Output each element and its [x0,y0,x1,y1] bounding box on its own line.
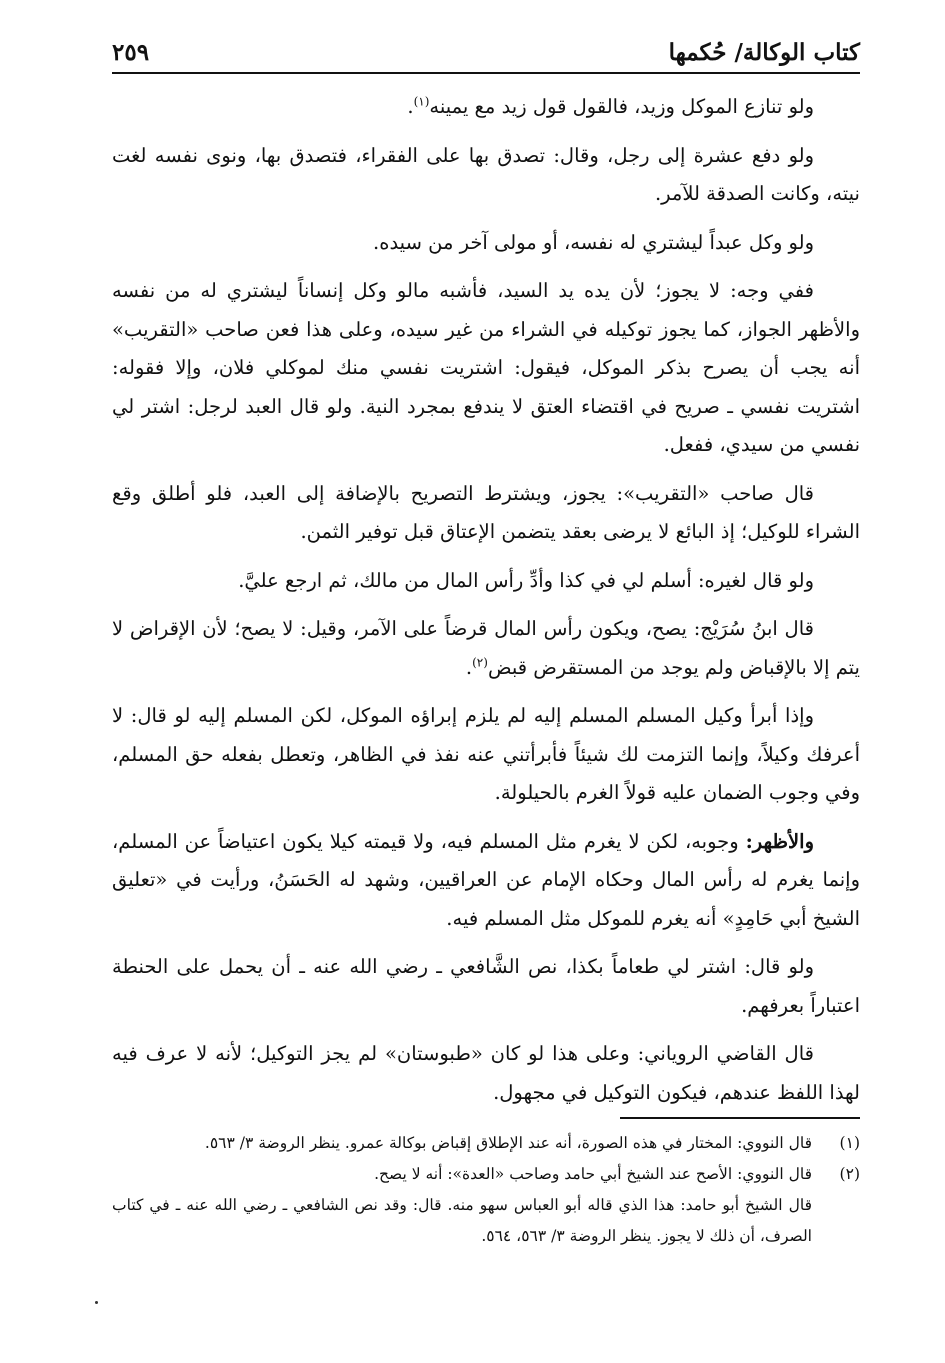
page-header [112,28,860,74]
paragraph-text: قال القاضي الروياني: وعلى هذا لو كان «طبوستان» لم يجز التوكيل؛ لأنه لا عرف فيه لهذا اللفظ عندهم، فيكون التوكيل في مجهول. [112,1042,860,1104]
paragraph [112,137,860,214]
paragraph [112,823,860,939]
paragraph-text: ولو وكل عبداً ليشتري له نفسه، أو مولى آخر من سيده. [373,230,814,254]
paragraph-text: ففي وجه: لا يجوز؛ لأن يده يد السيد، فأشبه مالو وكل إنساناً ليشتري له من نفسه والأظهر الجواز، كما يجوز توكيله في الشراء من غير سيده، وعلى هذا فعن صاحب «التقريب» أنه يجب أن يصرح بذكر الموكل، فيقول: اشتريت نفسي منك لموكلي فلان، وإلا فقوله: اشتريت نفسي ـ صريح في اقتضاء العتق لا يندفع بمجرد النية. ولو قال العبد لرجل: اشتر لي نفسي من سيدي، ففعل. [112,279,860,456]
paragraph-end: . [407,95,414,118]
paragraph [112,272,860,465]
paragraph [112,88,860,127]
footnote-ref[interactable]: (٢) [472,655,488,669]
paragraph-text: وجوبه، لكن لا يغرم مثل المسلم فيه، ولا قيمته كيلا يكون اعتياضاً عن المسلم، وإنما يغرم له رأس المال وحكاه الإمام عن العراقيين، وشهد له الحَسَنُ، ورأيت في «تعليق الشيخ أبي حَامِدٍ» أنه يغرم للموكل مثل المسلم فيه. [112,829,860,930]
paragraph-text: ولو تنازع الموكل وزيد، فالقول قول زيد مع يمينه [429,95,814,118]
paragraph-text: ولو قال: اشتر لي طعاماً بكذا، نص الشَّافعي ـ رضي الله عنه ـ أن يحمل على الحنطة اعتباراً بعرفهم. [112,955,860,1017]
paragraph [112,1035,860,1112]
footnote-ref[interactable]: (١) [413,94,430,109]
footnote [112,1159,860,1190]
paragraph [112,948,860,1025]
footnote-text: قال النووي: الأصح عند الشيخ أبي حامد وصاحب «العدة»: أنه لا يصح. [374,1165,812,1183]
paragraph-text: قال ابنُ سُرَيْج: يصح، ويكون رأس المال قرضاً على الآمر، وقيل: لا يصح؛ لأن الإقراض لا يتم إلا بالإقباض ولم يوجد من المستقرض قبض [112,617,860,679]
paragraph [112,562,860,601]
footnote [112,1128,860,1159]
paragraph-text: قال صاحب «التقريب»: يجوز، ويشترط التصريح بالإضافة إلى العبد، فلو أطلق وقع الشراء للوكيل؛ إذ البائع لا يرضى بعقد يتضمن الإعتاق قبل توفير الثمن. [112,481,860,543]
footnotes [112,1128,860,1252]
paragraph [112,224,860,263]
paragraph-text: وإذا أبرأ وكيل المسلم المسلم إليه لم يلزم إبراؤه الموكل، لكن المسلم إليه لو قال: لا أعرفك وكيلاً، وإنما التزمت لك شيئاً فأبرأتني عنه نفذ في الظاهر، وتعطل بفعله حق المسلم، وفي وجوب الضمان عليه قولاً الغرم بالحيلولة. [112,704,860,804]
main-text [112,88,860,1122]
footnote-divider [620,1117,860,1119]
paragraph [112,697,860,813]
page-number: ٢٥٩ [112,39,150,66]
paragraph-text: ولو قال لغيره: أسلم لي في كذا وأدِّ رأس المال من مالك، ثم ارجع عليَّ. [238,568,814,592]
footnote-text: قال النووي: المختار في هذه الصورة، أنه عند الإطلاق إقباض بوكالة عمرو. ينظر الروضة ٣/ ٥٦٣. [204,1134,812,1152]
scan-speck [95,1301,98,1304]
footnote-number: (٢) [839,1165,860,1183]
running-title: كتاب الوكالة/ حُكمها [668,39,860,66]
paragraph-end: . [465,655,473,679]
paragraph-lead: والأظهر: [745,829,814,853]
paragraph-text: ولو دفع عشرة إلى رجل، وقال: تصدق بها على الفقراء، فتصدق بها، ونوى نفسه لغت نيته، وكانت الصدقة للآمر. [112,143,860,205]
footnote-number: (١) [839,1134,860,1152]
paragraph [112,610,860,687]
paragraph [112,475,860,552]
footnote-continuation: قال الشيخ أبو حامد: هذا الذي قاله أبو العباس سهو منه. قال: وقد نص الشافعي ـ رضي الله عنه ـ في كتاب الصرف، أن ذلك لا يجوز. ينظر الروضة ٣/ ٥٦٣، ٥٦٤. [112,1196,812,1245]
